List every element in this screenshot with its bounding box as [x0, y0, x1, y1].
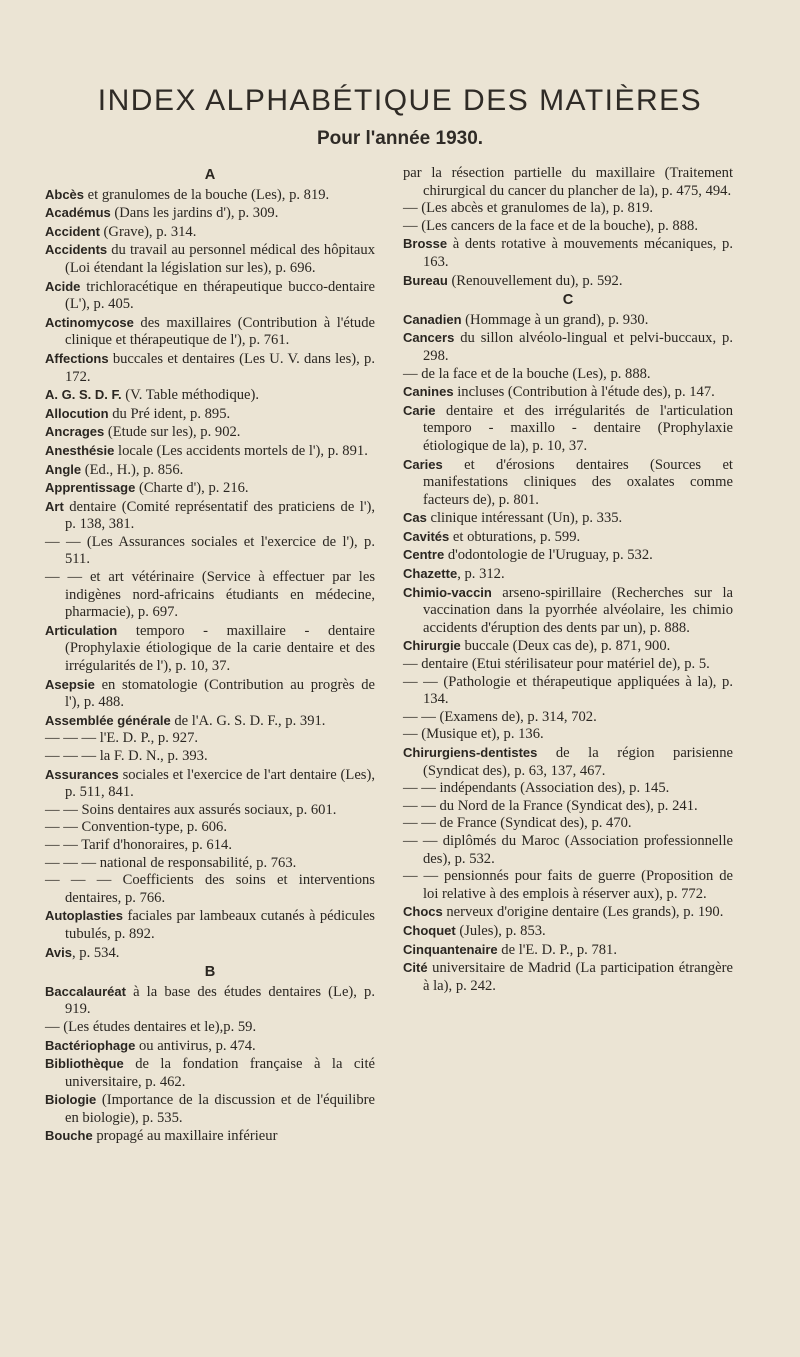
entry-text: — (Les cancers de la face et de la bouche), p. 888.	[403, 217, 698, 234]
entry-text: locale (Les accidents mortels de l'), p. 891.	[114, 442, 368, 459]
entry-text: clinique intéressant (Un), p. 335.	[426, 510, 623, 527]
entry-keyword: Choquet	[403, 922, 456, 938]
index-entry	[403, 903, 733, 922]
entry-text: nerveux d'origine dentaire (Les grands), p. 190.	[442, 904, 724, 921]
entry-text: — — (Examens de), p. 314, 702.	[403, 708, 597, 725]
index-entry	[403, 726, 733, 744]
entry-text: universitaire de Madrid (La participation étrangère à la), p. 242.	[423, 960, 733, 994]
index-entry	[403, 815, 733, 833]
section-letter: A	[204, 167, 216, 183]
entry-text: de la fondation française à la cité universitaire, p. 462.	[65, 1056, 375, 1090]
entry-text: d'odontologie de l'Uruguay, p. 532.	[444, 547, 653, 564]
entry-keyword: Cité	[403, 960, 428, 976]
entry-text: buccale (Deux cas de), p. 871, 900.	[460, 638, 671, 655]
entry-text: — — pensionnés pour faits de guerre (Proposition de loi relative à des emplois à réserver aux), p. 772.	[403, 868, 733, 902]
index-entry	[45, 872, 375, 907]
entry-text: (Renouvellement du), p. 592.	[447, 272, 623, 289]
index-entry	[403, 218, 733, 236]
entry-keyword: Assemblée générale	[45, 712, 171, 728]
entry-text: dentaire (Comité représentatif des praticiens de l'), p. 138, 381.	[63, 498, 375, 533]
entry-text: (V. Table méthodique).	[121, 387, 260, 404]
entry-keyword: Ancrages	[45, 424, 105, 440]
index-entry	[45, 479, 375, 498]
index-entry	[45, 676, 375, 712]
index-entry	[403, 744, 733, 780]
index-entry	[403, 235, 733, 271]
index-entry	[403, 402, 733, 456]
page-subtitle: Pour l'année 1930.	[316, 128, 484, 149]
index-entry	[403, 329, 733, 365]
index-entry	[403, 674, 733, 709]
index-entry	[45, 278, 375, 314]
index-column-left	[45, 165, 375, 1146]
entry-keyword: A. G. S. D. F.	[45, 387, 122, 403]
index-entry	[45, 498, 375, 534]
entry-keyword: Bureau	[403, 272, 448, 288]
index-entry	[403, 272, 733, 291]
entry-keyword: Biologie	[45, 1092, 97, 1108]
entry-text: du travail au personnel médical des hôpitaux (Loi étendant la législation sur les), p. 696.	[65, 242, 375, 276]
index-entry	[45, 223, 375, 242]
index-entry	[45, 442, 375, 461]
entry-text: par la résection partielle du maxillaire (Traitement chirurgical du cancer du plancher de la), p. 475, 494.	[403, 165, 733, 199]
entry-text: — — du Nord de la France (Syndicat des), p. 241.	[403, 797, 698, 814]
index-entry	[45, 748, 375, 766]
entry-keyword: Baccalauréat	[45, 983, 126, 999]
entry-keyword: Centre	[403, 547, 445, 563]
index-entry	[45, 712, 375, 731]
index-entry	[45, 204, 375, 223]
entry-text: — — (Les Assurances sociales et l'exercice de l'), p. 511.	[45, 533, 375, 568]
entry-text: sociales et l'exercice de l'art dentaire (Les), p. 511, 841.	[65, 766, 375, 801]
index-entry	[403, 868, 733, 903]
entry-text: buccales et dentaires (Les U. V. dans les), p. 172.	[65, 350, 375, 385]
entry-keyword: Bibliothèque	[45, 1056, 124, 1072]
index-entry	[45, 1037, 375, 1056]
entry-text: ou antivirus, p. 474.	[135, 1037, 256, 1054]
entry-text: en stomatologie (Contribution au progrès de l'), p. 488.	[65, 676, 375, 711]
index-entry	[45, 802, 375, 820]
entry-text: , p. 534.	[71, 944, 120, 961]
index-entry	[45, 423, 375, 442]
index-entry	[403, 922, 733, 941]
entry-text: — — indépendants (Association des), p. 145.	[403, 780, 670, 797]
index-entry	[45, 241, 375, 277]
entry-keyword: Chirurgie	[403, 638, 461, 654]
entry-text: (Charte d'), p. 216.	[135, 480, 249, 497]
index-entry	[45, 855, 375, 873]
index-entry	[45, 186, 375, 205]
entry-text: — (Musique et), p. 136.	[403, 726, 544, 743]
index-entry	[45, 386, 375, 405]
entry-text: — (Les études dentaires et le),p. 59.	[45, 1018, 257, 1035]
entry-keyword: Cas	[403, 510, 427, 526]
index-entry	[45, 730, 375, 748]
index-entry	[403, 833, 733, 868]
entry-text: à la base des études dentaires (Le), p. 919.	[65, 983, 375, 1018]
entry-text: et d'érosions dentaires (Sources et manifestations cliniques des oxalates comme facteurs de), p. 801.	[423, 456, 733, 508]
entry-text: — — — national de responsabilité, p. 763.	[45, 854, 297, 871]
entry-keyword: Asepsie	[45, 676, 95, 692]
entry-text: (Grave), p. 314.	[99, 223, 197, 240]
index-entry	[45, 1091, 375, 1127]
index-entry	[45, 1019, 375, 1037]
entry-text: et granulomes de la bouche (Les), p. 819.	[84, 186, 330, 203]
entry-keyword: Assurances	[45, 766, 119, 782]
entry-keyword: Art	[45, 498, 64, 514]
entry-text: dentaire et des irrégularités de l'articulation temporo - maxillo - dentaire (Prophylaxie étiologique de la), p. 10, 37.	[423, 402, 733, 454]
entry-text: — — Tarif d'honoraires, p. 614.	[45, 836, 232, 853]
index-entry	[45, 350, 375, 386]
index-entry	[45, 1127, 375, 1146]
entry-text: — — — la F. D. N., p. 393.	[45, 748, 208, 764]
entry-text: incluses (Contribution à l'étude des), p. 147.	[453, 384, 715, 401]
index-entry	[403, 528, 733, 547]
index-entry	[45, 944, 375, 963]
entry-text: du sillon alvéolo-lingual et pelvi-buccaux, p. 298.	[423, 330, 733, 364]
index-entry	[403, 165, 733, 200]
index-entry	[45, 766, 375, 802]
entry-keyword: Chimio-vaccin	[403, 584, 492, 600]
entry-text: — (Les abcès et granulomes de la), p. 819.	[403, 200, 654, 217]
entry-text: des maxillaires (Contribution à l'étude clinique et thérapeutique de l'), p. 761.	[65, 314, 375, 349]
entry-text: — de la face et de la bouche (Les), p. 888.	[403, 365, 651, 382]
index-entry	[403, 311, 733, 330]
entry-keyword: Accidents	[45, 242, 108, 258]
index-entry	[403, 366, 733, 384]
entry-keyword: Autoplasties	[45, 908, 124, 924]
index-entry	[403, 941, 733, 960]
entry-text: temporo - maxillaire - dentaire (Prophylaxie étiologique de la carie dentaire et des irrégularités de l'), p. 10, 37.	[65, 622, 375, 675]
entry-keyword: Cavités	[403, 528, 450, 544]
index-entry	[403, 709, 733, 727]
index-column-right	[403, 165, 733, 995]
entry-keyword: Cinquantenaire	[403, 941, 498, 957]
entry-text: et obturations, p. 599.	[449, 528, 581, 545]
entry-text: propagé au maxillaire inférieur	[92, 1128, 278, 1145]
entry-keyword: Avis	[45, 944, 72, 960]
index-entry	[45, 1055, 375, 1091]
entry-keyword: Académus	[45, 205, 111, 221]
index-entry	[45, 569, 375, 622]
index-entry	[403, 656, 733, 674]
index-entry	[403, 509, 733, 528]
entry-keyword: Actinomycose	[45, 314, 134, 330]
section-letter: B	[204, 964, 216, 981]
index-entry	[45, 907, 375, 943]
entry-keyword: Cancers	[403, 330, 455, 346]
index-entry	[403, 546, 733, 565]
entry-text: (Dans les jardins d'), p. 309.	[110, 205, 279, 222]
section-letter: C	[562, 292, 574, 309]
entry-keyword: Angle	[45, 461, 82, 477]
index-entry	[45, 819, 375, 837]
index-entry	[403, 383, 733, 402]
entry-keyword: Brosse	[403, 236, 448, 252]
index-entry	[403, 456, 733, 510]
index-entry	[45, 622, 375, 676]
entry-keyword: Caries	[403, 456, 443, 472]
entry-text: de la région parisienne (Syndicat des), p. 63, 137, 467.	[423, 745, 733, 779]
index-entry	[45, 314, 375, 350]
entry-keyword: Bactériophage	[45, 1037, 136, 1053]
entry-keyword: Affections	[45, 350, 109, 366]
index-entry	[403, 584, 733, 638]
index-entry	[45, 405, 375, 424]
entry-text: (Ed., H.), p. 856.	[81, 461, 184, 478]
entry-keyword: Anesthésie	[45, 442, 115, 458]
entry-text: de l'E. D. P., p. 781.	[497, 941, 618, 958]
index-entry	[403, 959, 733, 995]
entry-keyword: Chocs	[403, 904, 443, 920]
index-entry	[403, 637, 733, 656]
entry-text: (Importance de la discussion et de l'équilibre en biologie), p. 535.	[65, 1092, 375, 1126]
index-entry	[403, 798, 733, 816]
entry-keyword: Articulation	[45, 622, 118, 638]
index-entry	[403, 200, 733, 218]
entry-text: faciales par lambeaux cutanés à pédicules tubulés, p. 892.	[65, 908, 375, 942]
page-title: INDEX ALPHABÉTIQUE DES MATIÈRES	[97, 84, 703, 117]
entry-keyword: Carie	[403, 402, 436, 418]
entry-keyword: Abcès	[45, 186, 85, 202]
entry-text: — — — Coefficients des soins et interventions dentaires, p. 766.	[45, 872, 375, 906]
entry-text: arseno-spirillaire (Recherches sur la vaccination dans la pyorrhée alvéolaire, les chimio accidents d'éruption des dents par un), p. 888.	[423, 584, 733, 636]
entry-text: (Jules), p. 853.	[455, 922, 546, 939]
entry-text: (Hommage à un grand), p. 930.	[461, 311, 649, 328]
entry-keyword: Canadien	[403, 311, 462, 327]
entry-text: — — et art vétérinaire (Service à effectuer par les indigènes nord-africains étudiants en médecine, pharmacie), p. 697.	[45, 569, 375, 621]
entry-text: — — diplômés du Maroc (Association professionnelle des), p. 532.	[403, 832, 733, 867]
entry-keyword: Accident	[45, 223, 100, 239]
index-entry	[45, 461, 375, 480]
entry-text: (Etude sur les), p. 902.	[104, 424, 241, 441]
entry-keyword: Allocution	[45, 405, 109, 421]
index-entry	[45, 837, 375, 855]
entry-keyword: Chazette	[403, 566, 458, 582]
index-entry	[45, 534, 375, 569]
entry-text: trichloracétique en thérapeutique bucco-dentaire (L'), p. 405.	[65, 278, 375, 313]
entry-keyword: Bouche	[45, 1128, 93, 1144]
entry-keyword: Chirurgiens-dentistes	[403, 745, 538, 760]
entry-text: — — Soins dentaires aux assurés sociaux, p. 601.	[45, 801, 337, 818]
entry-text: — — — l'E. D. P., p. 927.	[45, 730, 199, 747]
entry-text: à dents rotative à mouvements mécaniques, p. 163.	[423, 236, 733, 270]
entry-text: — — (Pathologie et thérapeutique appliquées à la), p. 134.	[403, 673, 733, 708]
entry-text: de l'A. G. S. D. F., p. 391.	[170, 712, 326, 729]
entry-text: — — de France (Syndicat des), p. 470.	[403, 815, 632, 832]
entry-text: du Pré ident, p. 895.	[108, 405, 231, 422]
entry-text: — dentaire (Etui stérilisateur pour matériel de), p. 5.	[403, 656, 710, 673]
entry-keyword: Acide	[45, 278, 81, 294]
index-entry	[45, 983, 375, 1019]
entry-keyword: Canines	[403, 384, 454, 400]
entry-text: , p. 312.	[457, 566, 505, 583]
entry-keyword: Apprentissage	[45, 480, 136, 496]
index-entry	[403, 565, 733, 584]
index-entry	[403, 780, 733, 798]
entry-text: — — Convention-type, p. 606.	[45, 819, 228, 836]
